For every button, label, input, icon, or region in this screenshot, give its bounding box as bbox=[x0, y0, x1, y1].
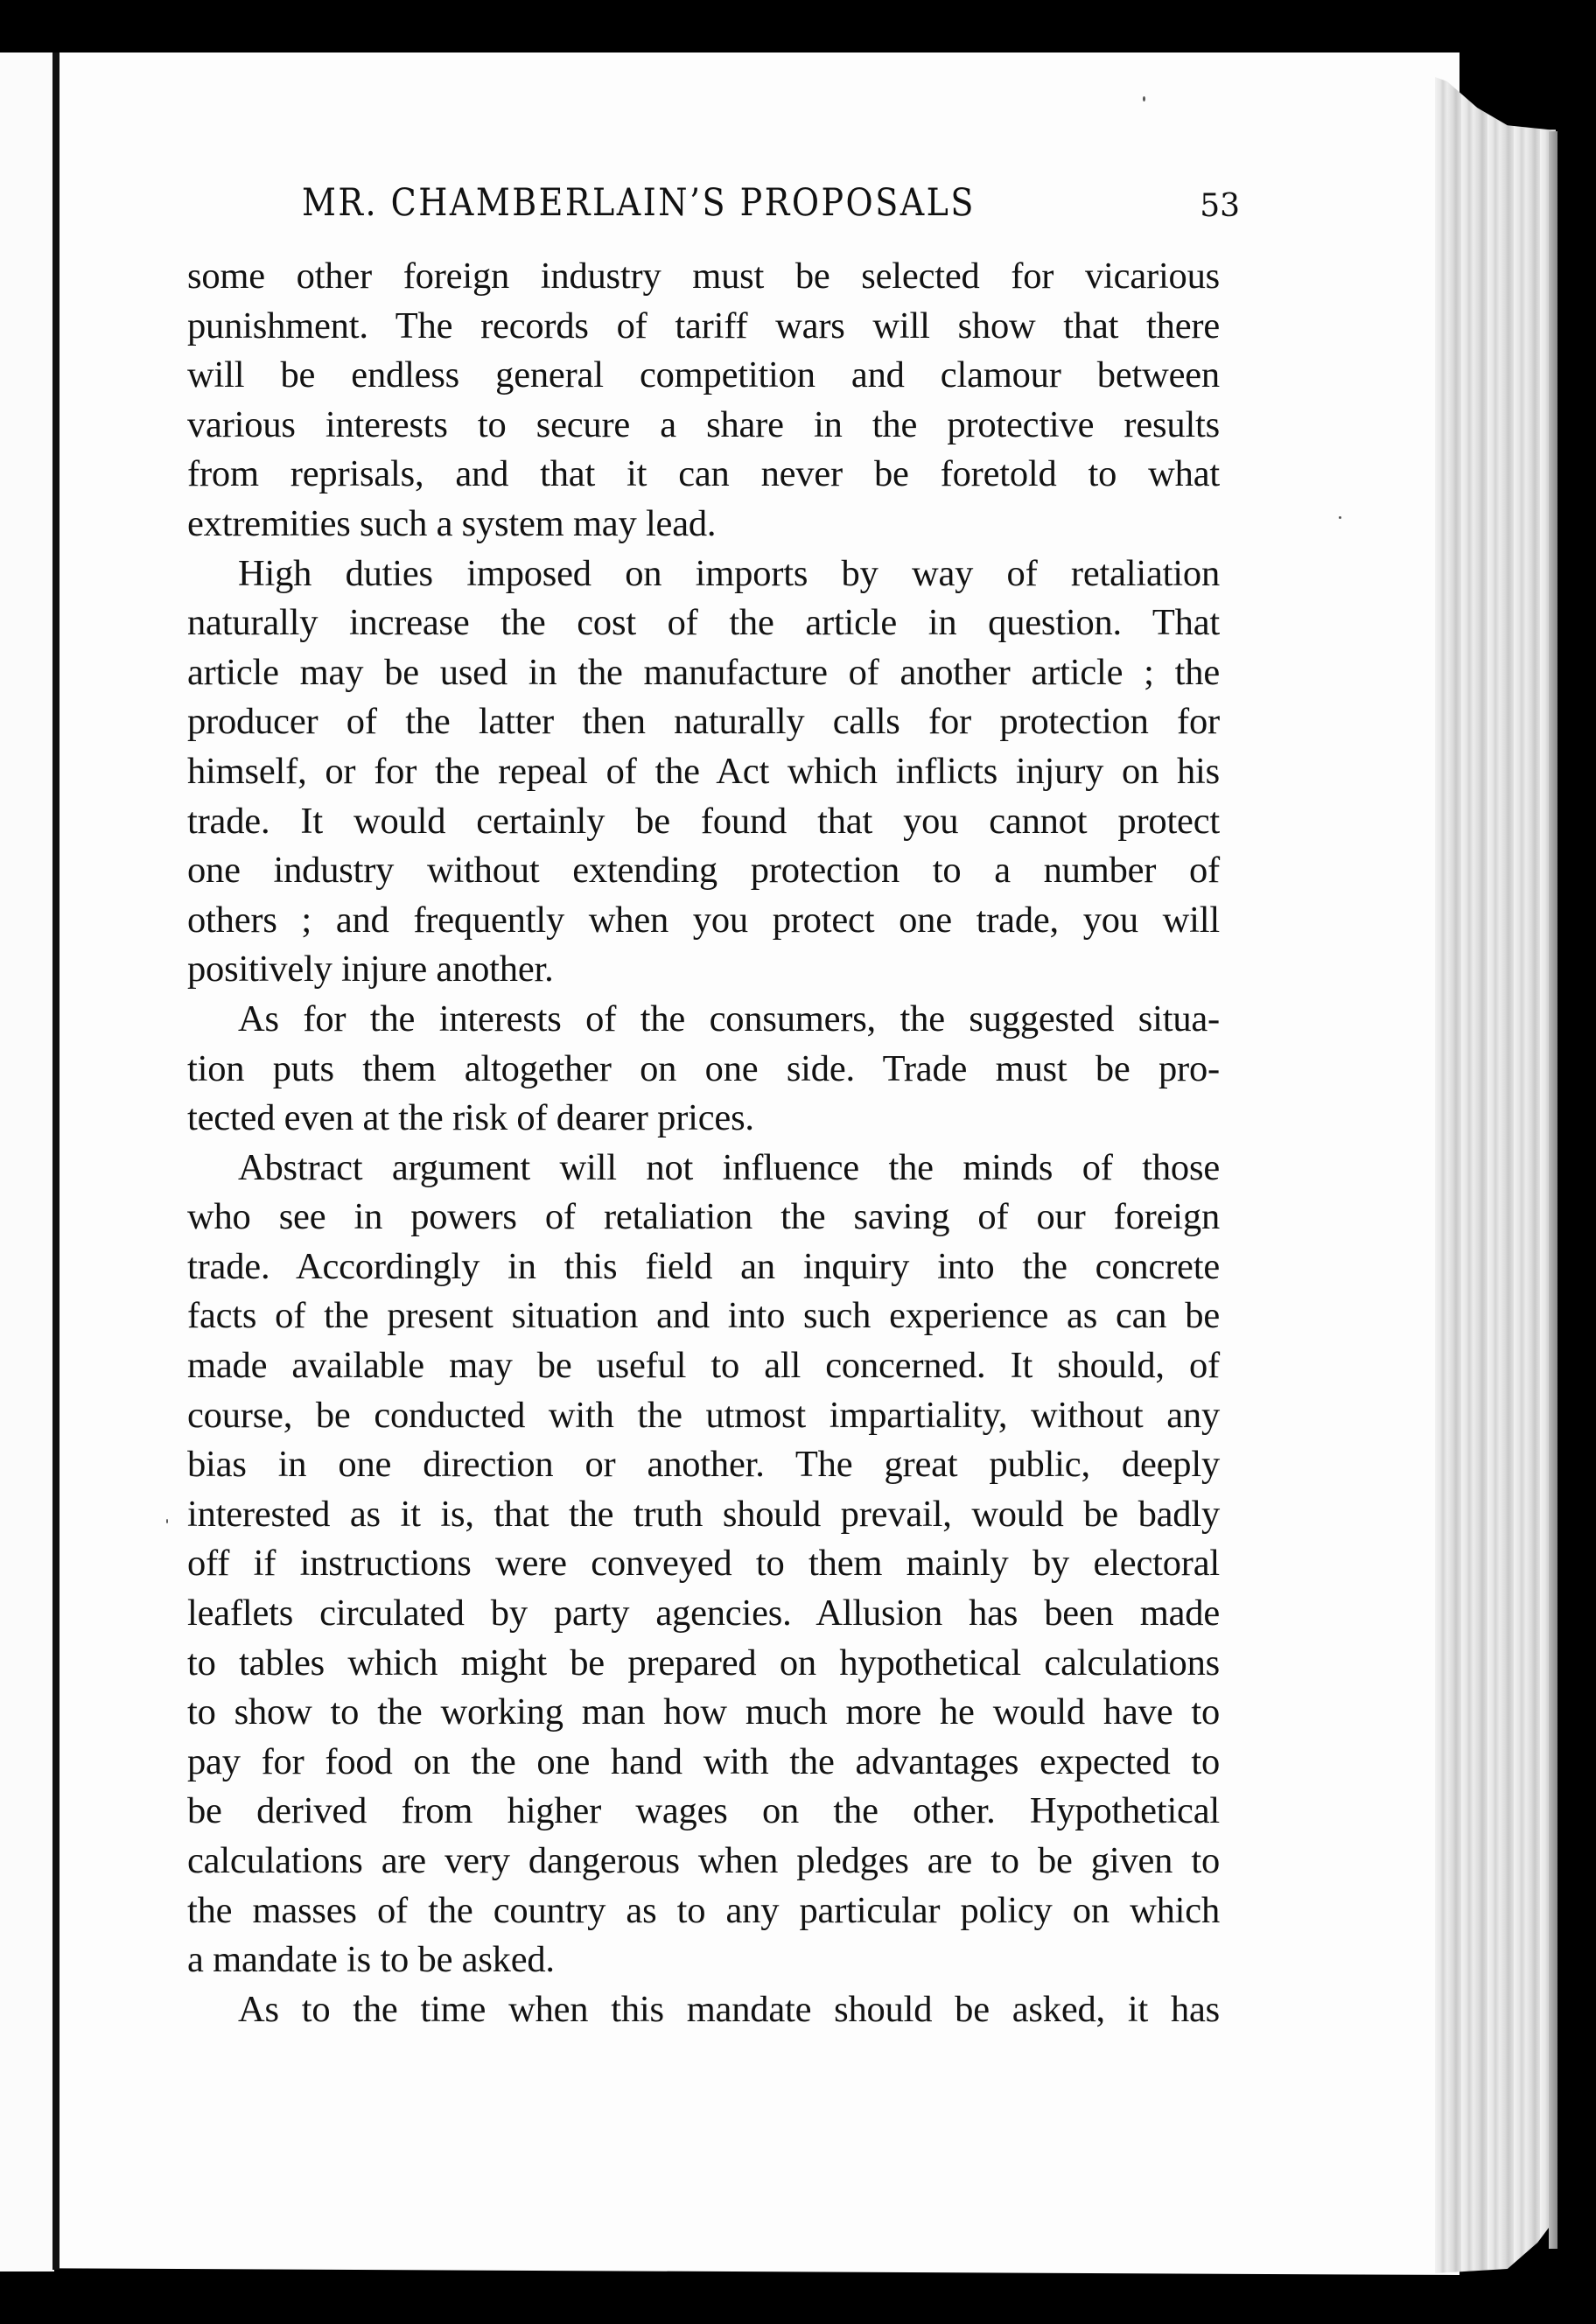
text-line: article may be used in the manufacture of another article ; the bbox=[187, 651, 1220, 693]
text-line: others ; and frequently when you protect one trade, you will bbox=[187, 899, 1220, 941]
text-line: some other foreign industry must be selected for vicarious bbox=[187, 256, 1220, 297]
text-line: from reprisals, and that it can never be foretold to what bbox=[187, 453, 1220, 495]
running-head-title: MR. CHAMBERLAIN’S PROPOSALS bbox=[302, 180, 976, 224]
text-line: be derived from higher wages on the other. Hypothetical bbox=[187, 1790, 1220, 1832]
paragraph bbox=[187, 1144, 1220, 1985]
text-line: calculations are very dangerous when pledges are to be given to bbox=[187, 1840, 1220, 1881]
text-line: himself, or for the repeal of the Act which inflicts injury on his bbox=[187, 750, 1220, 792]
page-stack-edge bbox=[1435, 77, 1556, 2273]
text-line: bias in one direction or another. The great public, deeply bbox=[187, 1444, 1220, 1486]
page-number: 53 bbox=[1200, 188, 1240, 224]
text-line: As to the time when this mandate should be asked, it has bbox=[238, 1988, 1220, 2030]
text-line: one industry without extending protection to a number of bbox=[187, 850, 1220, 892]
text-line: to show to the working man how much more he would have to bbox=[187, 1691, 1220, 1733]
text-line: leaflets circulated by party agencies. Allusion has been made bbox=[187, 1592, 1220, 1634]
text-line: pay for food on the one hand with the advantages expected to bbox=[187, 1740, 1220, 1782]
paragraph bbox=[187, 550, 1220, 995]
running-head bbox=[302, 180, 1240, 238]
text-line: trade. It would certainly be found that you cannot protect bbox=[187, 800, 1220, 842]
text-line: will be endless general competition and clamour between bbox=[187, 354, 1220, 396]
page-stack-shadow bbox=[1549, 131, 1558, 2249]
text-line: positively injure another. bbox=[187, 948, 554, 990]
text-line: course, be conducted with the utmost impartiality, without any bbox=[187, 1394, 1220, 1436]
text-line: the masses of the country as to any particular policy on which bbox=[187, 1889, 1220, 1931]
paragraph bbox=[187, 995, 1220, 1144]
text-line: High duties imposed on imports by way of retaliation bbox=[238, 552, 1220, 594]
text-line: trade. Accordingly in this field an inquiry into the concrete bbox=[187, 1245, 1220, 1287]
text-line: As for the interests of the consumers, the suggested situa- bbox=[238, 998, 1220, 1040]
text-line: made available may be useful to all concerned. It should, of bbox=[187, 1345, 1220, 1387]
text-line: producer of the latter then naturally calls for protection for bbox=[187, 701, 1220, 743]
text-line: who see in powers of retaliation the saving of our foreign bbox=[187, 1196, 1220, 1238]
scan-speck bbox=[1143, 96, 1145, 102]
text-line: facts of the present situation and into such experience as can be bbox=[187, 1295, 1220, 1337]
text-line: to tables which might be prepared on hypothetical calculations bbox=[187, 1642, 1220, 1684]
text-line: tected even at the risk of dearer prices. bbox=[187, 1097, 754, 1139]
body-text bbox=[187, 252, 1220, 2034]
text-line: naturally increase the cost of the article in question. That bbox=[187, 602, 1220, 644]
text-line: a mandate is to be asked. bbox=[187, 1939, 555, 1981]
scan-speck bbox=[1339, 516, 1341, 519]
gutter-line bbox=[52, 52, 60, 2270]
text-line: tion puts them altogether on one side. Trade must be pro- bbox=[187, 1047, 1220, 1089]
text-line: off if instructions were conveyed to them mainly by electoral bbox=[187, 1543, 1220, 1585]
text-line: extremities such a system may lead. bbox=[187, 502, 717, 544]
paragraph bbox=[187, 252, 1220, 550]
text-line: interested as it is, that the truth should prevail, would be badly bbox=[187, 1493, 1220, 1535]
previous-page-edge bbox=[0, 52, 54, 2272]
scan-speck bbox=[166, 1519, 168, 1523]
paragraph bbox=[187, 1985, 1220, 2035]
text-line: Abstract argument will not influence the minds of those bbox=[238, 1146, 1220, 1188]
text-line: punishment. The records of tariff wars will show that there bbox=[187, 304, 1220, 346]
text-line: various interests to secure a share in the protective results bbox=[187, 403, 1220, 445]
